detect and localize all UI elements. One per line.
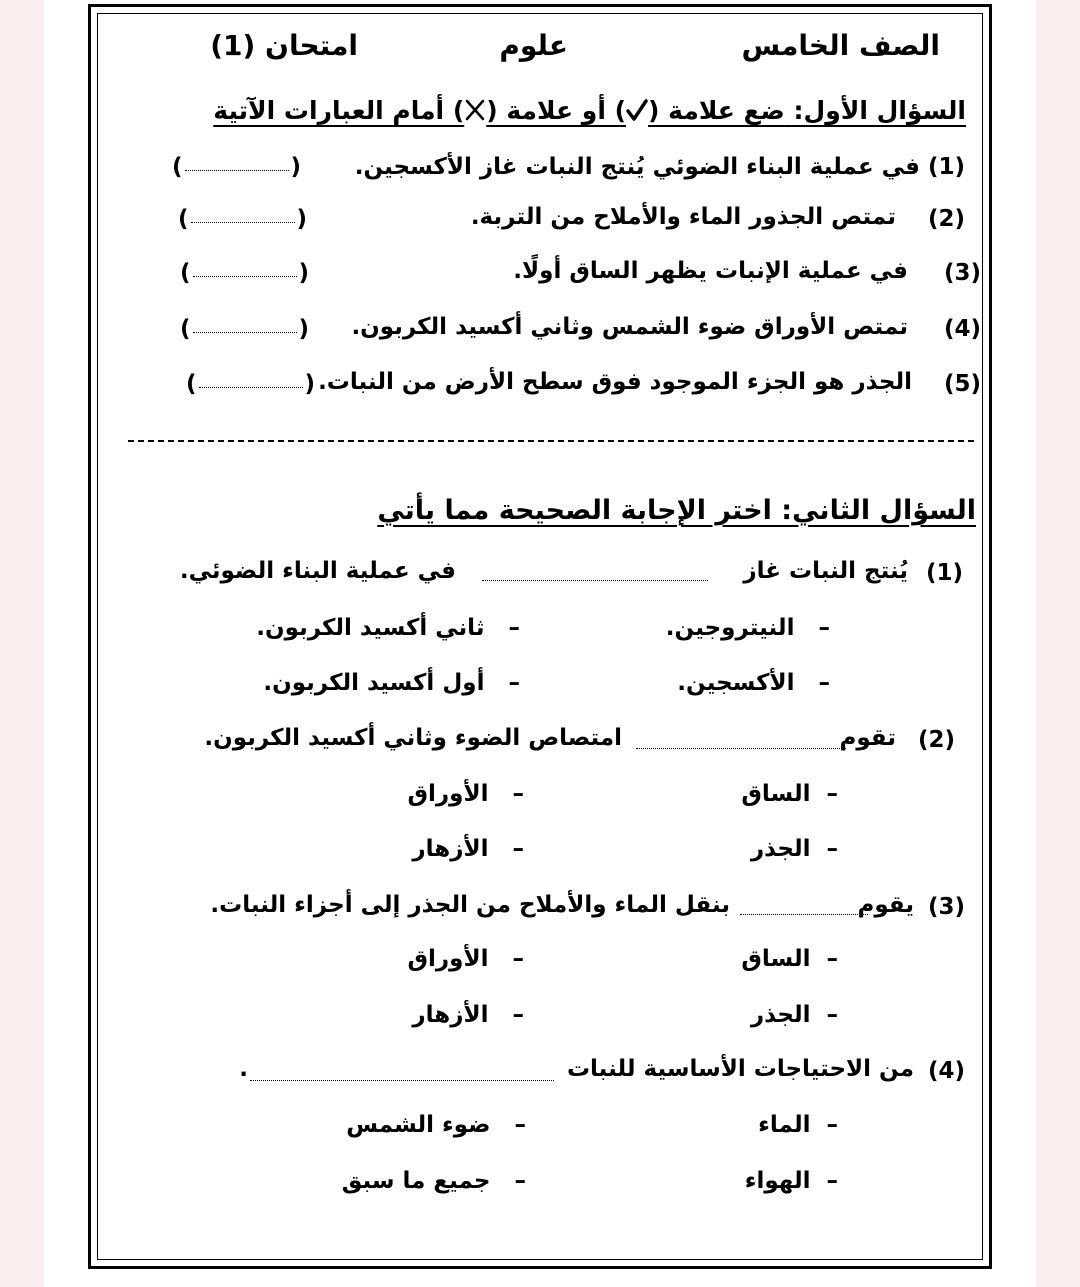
exam-title: امتحان (1) xyxy=(210,29,358,62)
q2-item-1-option-3[interactable]: – الأكسجين. xyxy=(677,670,830,696)
q1-item-1-number: (1) xyxy=(928,154,966,180)
q1-item-2-text: تمتص الجذور الماء والأملاح من التربة. xyxy=(470,204,896,230)
grade-label: الصف الخامس xyxy=(741,29,940,62)
q2-item-1-stem-a: يُنتج النبات غاز xyxy=(743,558,908,584)
q2-item-2-stem-a: تقوم xyxy=(839,725,896,751)
q2-item-2-option-2[interactable]: – الأوراق xyxy=(407,781,524,807)
q1-item-2-number: (2) xyxy=(928,206,966,232)
section-separator xyxy=(128,440,974,442)
q1-item-1-text: في عملية البناء الضوئي يُنتج النبات غاز الأكسجين. xyxy=(354,154,920,180)
q2-item-4-option-4[interactable]: – جميع ما سبق xyxy=(341,1168,526,1194)
q2-item-1-option-2[interactable]: – ثاني أكسيد الكربون. xyxy=(256,615,520,641)
q2-item-3-option-3[interactable]: – الجذر xyxy=(750,1002,838,1028)
q2-item-1-stem-b: في عملية البناء الضوئي. xyxy=(179,558,456,584)
q1-instruction-a: ضع علامة ( xyxy=(648,96,785,125)
q1-title-prefix: السؤال الأول: xyxy=(793,96,966,125)
q1-instruction-c: ) أمام العبارات الآتية xyxy=(213,96,465,125)
q2-item-4-number: (4) xyxy=(928,1058,966,1084)
q2-item-4-option-2[interactable]: – ضوء الشمس xyxy=(346,1112,526,1138)
q1-instruction-b: ) أو علامة ( xyxy=(486,96,627,125)
q2-item-1-number: (1) xyxy=(926,560,964,586)
q2-item-4-option-1[interactable]: – الماء xyxy=(758,1112,838,1138)
q2-title: السؤال الثاني: اختر الإجابة الصحيحة مما يأتي xyxy=(377,495,976,526)
q2-item-2-option-1[interactable]: – الساق xyxy=(741,781,838,807)
q1-item-4-answer[interactable]: ( ) xyxy=(180,316,310,342)
q2-item-3-option-1[interactable]: – الساق xyxy=(741,946,838,972)
q2-item-4-option-3[interactable]: – الهواء xyxy=(744,1168,838,1194)
q2-item-3-stem-a: يقوم xyxy=(857,892,914,918)
q1-item-5-text: الجذر هو الجزء الموجود فوق سطح الأرض من النبات. xyxy=(318,369,912,395)
q2-item-2-option-4[interactable]: – الأزهار xyxy=(412,836,524,862)
x-mark-icon xyxy=(464,98,486,126)
check-mark-icon xyxy=(626,98,648,126)
q1-item-4-text: تمتص الأوراق ضوء الشمس وثاني أكسيد الكربون. xyxy=(351,314,908,340)
q2-item-2-blank[interactable] xyxy=(636,748,846,749)
q1-item-3-answer[interactable]: ( ) xyxy=(180,260,310,286)
q2-item-4-stem-b: . xyxy=(239,1056,248,1082)
q2-item-1-blank[interactable] xyxy=(482,580,708,581)
q1-item-1-answer[interactable]: ( ) xyxy=(172,154,302,180)
q2-item-3-number: (3) xyxy=(928,894,966,920)
q2-item-3-option-2[interactable]: – الأوراق xyxy=(407,946,524,972)
q1-item-5-number: (5) xyxy=(944,371,982,397)
q2-item-3-blank[interactable] xyxy=(740,914,868,915)
q2-item-4-blank[interactable] xyxy=(250,1080,554,1081)
q1-item-5-answer[interactable]: ( ) xyxy=(186,371,316,397)
q2-item-2-number: (2) xyxy=(918,727,956,753)
q1-item-3-number: (3) xyxy=(944,260,982,286)
q2-item-1-option-4[interactable]: – أول أكسيد الكربون. xyxy=(263,670,520,696)
q2-item-3-stem-b: بنقل الماء والأملاح من الجذر إلى أجزاء النبات. xyxy=(210,892,730,918)
q1-item-4-number: (4) xyxy=(944,316,982,342)
q2-item-1-option-1[interactable]: – النيتروجين. xyxy=(665,615,830,641)
subject-label: علوم xyxy=(499,29,568,62)
q1-title xyxy=(213,98,966,126)
q2-item-2-stem-b: امتصاص الضوء وثاني أكسيد الكربون. xyxy=(204,725,622,751)
q2-item-4-stem-a: من الاحتياجات الأساسية للنبات xyxy=(566,1056,914,1082)
q1-item-3-text: في عملية الإنبات يظهر الساق أولًا. xyxy=(513,258,908,284)
q1-item-2-answer[interactable]: ( ) xyxy=(178,206,308,232)
q2-item-3-option-4[interactable]: – الأزهار xyxy=(412,1002,524,1028)
q2-item-2-option-3[interactable]: – الجذر xyxy=(750,836,838,862)
